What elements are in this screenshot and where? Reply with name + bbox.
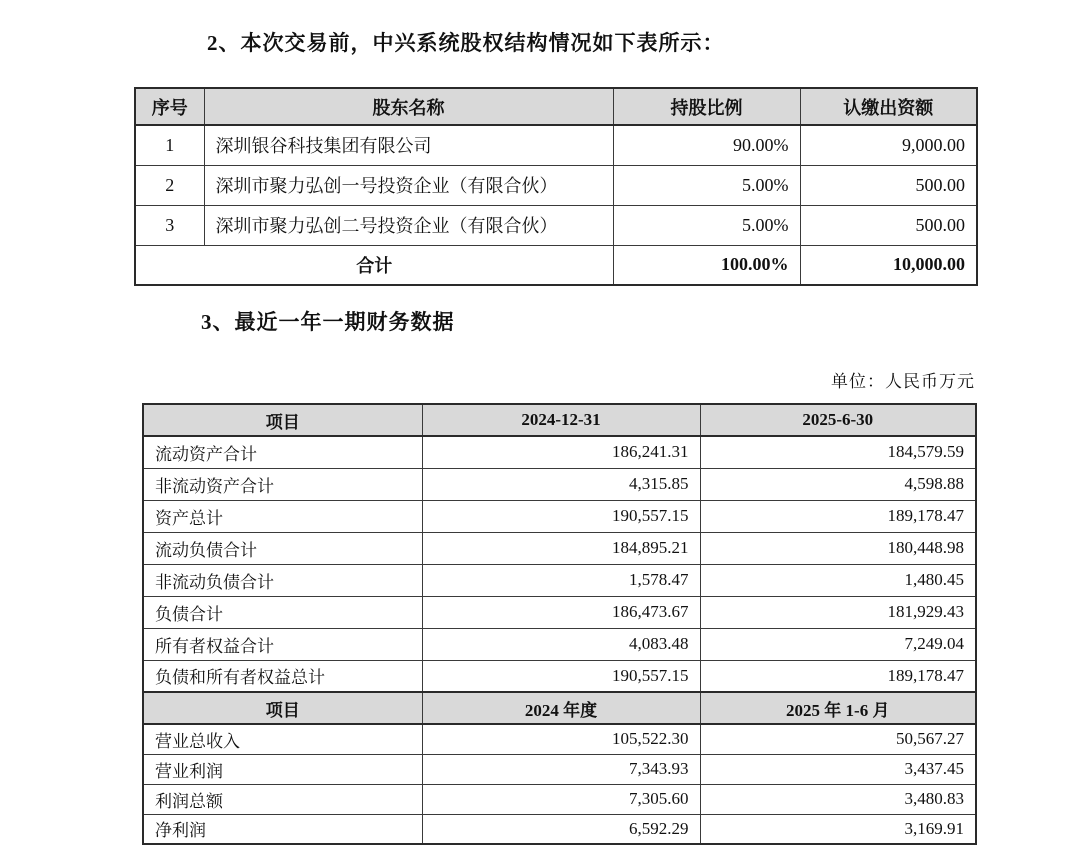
value-cell: 4,083.48 (422, 628, 700, 660)
value-cell: 4,315.85 (422, 468, 700, 500)
table-row (143, 660, 976, 692)
row-no-cell: 1 (135, 125, 204, 165)
capital-cell: 9,000.00 (800, 125, 977, 165)
table-row (143, 754, 976, 784)
total-label-cell: 合计 (135, 245, 613, 285)
value-cell: 186,241.31 (422, 436, 700, 468)
unit-note: 单位：人民币万元 (831, 372, 975, 391)
total-ratio-cell: 100.00% (613, 245, 800, 285)
item-cell: 非流动资产合计 (143, 468, 422, 500)
value-cell: 7,305.60 (422, 784, 700, 814)
equity-structure-table (134, 87, 978, 286)
value-cell: 3,480.83 (700, 784, 976, 814)
shareholder-name-cell: 深圳银谷科技集团有限公司 (204, 125, 613, 165)
value-cell: 1,480.45 (700, 564, 976, 596)
table-row (143, 784, 976, 814)
value-cell: 50,567.27 (700, 724, 976, 754)
value-cell: 184,579.59 (700, 436, 976, 468)
item-cell: 负债合计 (143, 596, 422, 628)
value-cell: 4,598.88 (700, 468, 976, 500)
item-cell: 利润总额 (143, 784, 422, 814)
table-row (143, 814, 976, 844)
capital-cell: 500.00 (800, 165, 977, 205)
value-cell: 3,437.45 (700, 754, 976, 784)
table-row (143, 628, 976, 660)
value-cell: 3,169.91 (700, 814, 976, 844)
balance-col-item-header: 项目 (143, 404, 422, 436)
section-equity-heading: 2、本次交易前，中兴系统股权结构情况如下表所示： (207, 31, 725, 55)
item-cell: 流动负债合计 (143, 532, 422, 564)
ratio-cell: 5.00% (613, 165, 800, 205)
total-capital-cell: 10,000.00 (800, 245, 977, 285)
item-cell: 净利润 (143, 814, 422, 844)
item-cell: 所有者权益合计 (143, 628, 422, 660)
capital-cell: 500.00 (800, 205, 977, 245)
balance-col-period1-header: 2024-12-31 (422, 404, 700, 436)
value-cell: 184,895.21 (422, 532, 700, 564)
value-cell: 186,473.67 (422, 596, 700, 628)
item-cell: 非流动负债合计 (143, 564, 422, 596)
table-row (143, 564, 976, 596)
item-cell: 资产总计 (143, 500, 422, 532)
table-row (143, 500, 976, 532)
income-col-period2-header: 2025 年 1-6 月 (700, 692, 976, 724)
row-no-cell: 2 (135, 165, 204, 205)
equity-col-name-header: 股东名称 (204, 88, 613, 125)
equity-col-capital-header: 认缴出资额 (800, 88, 977, 125)
income-col-item-header: 项目 (143, 692, 422, 724)
value-cell: 190,557.15 (422, 500, 700, 532)
financial-data-table (142, 403, 977, 845)
equity-col-ratio-header: 持股比例 (613, 88, 800, 125)
section-financials-heading: 3、最近一年一期财务数据 (201, 310, 455, 334)
item-cell: 营业利润 (143, 754, 422, 784)
table-row (135, 165, 977, 205)
shareholder-name-cell: 深圳市聚力弘创二号投资企业（有限合伙） (204, 205, 613, 245)
value-cell: 105,522.30 (422, 724, 700, 754)
income-col-period1-header: 2024 年度 (422, 692, 700, 724)
item-cell: 负债和所有者权益总计 (143, 660, 422, 692)
table-row (135, 205, 977, 245)
ratio-cell: 90.00% (613, 125, 800, 165)
income-header-row (143, 692, 976, 724)
value-cell: 190,557.15 (422, 660, 700, 692)
equity-col-no-header: 序号 (135, 88, 204, 125)
value-cell: 7,343.93 (422, 754, 700, 784)
table-row (143, 436, 976, 468)
table-row (143, 724, 976, 754)
shareholder-name-cell: 深圳市聚力弘创一号投资企业（有限合伙） (204, 165, 613, 205)
value-cell: 180,448.98 (700, 532, 976, 564)
ratio-cell: 5.00% (613, 205, 800, 245)
item-cell: 流动资产合计 (143, 436, 422, 468)
value-cell: 181,929.43 (700, 596, 976, 628)
balance-header-row (143, 404, 976, 436)
value-cell: 7,249.04 (700, 628, 976, 660)
item-cell: 营业总收入 (143, 724, 422, 754)
table-row (143, 596, 976, 628)
table-row (143, 468, 976, 500)
value-cell: 189,178.47 (700, 660, 976, 692)
total-row (135, 245, 977, 285)
value-cell: 6,592.29 (422, 814, 700, 844)
balance-col-period2-header: 2025-6-30 (700, 404, 976, 436)
table-row (143, 532, 976, 564)
row-no-cell: 3 (135, 205, 204, 245)
table-row (135, 125, 977, 165)
value-cell: 1,578.47 (422, 564, 700, 596)
value-cell: 189,178.47 (700, 500, 976, 532)
equity-header-row (135, 88, 977, 125)
